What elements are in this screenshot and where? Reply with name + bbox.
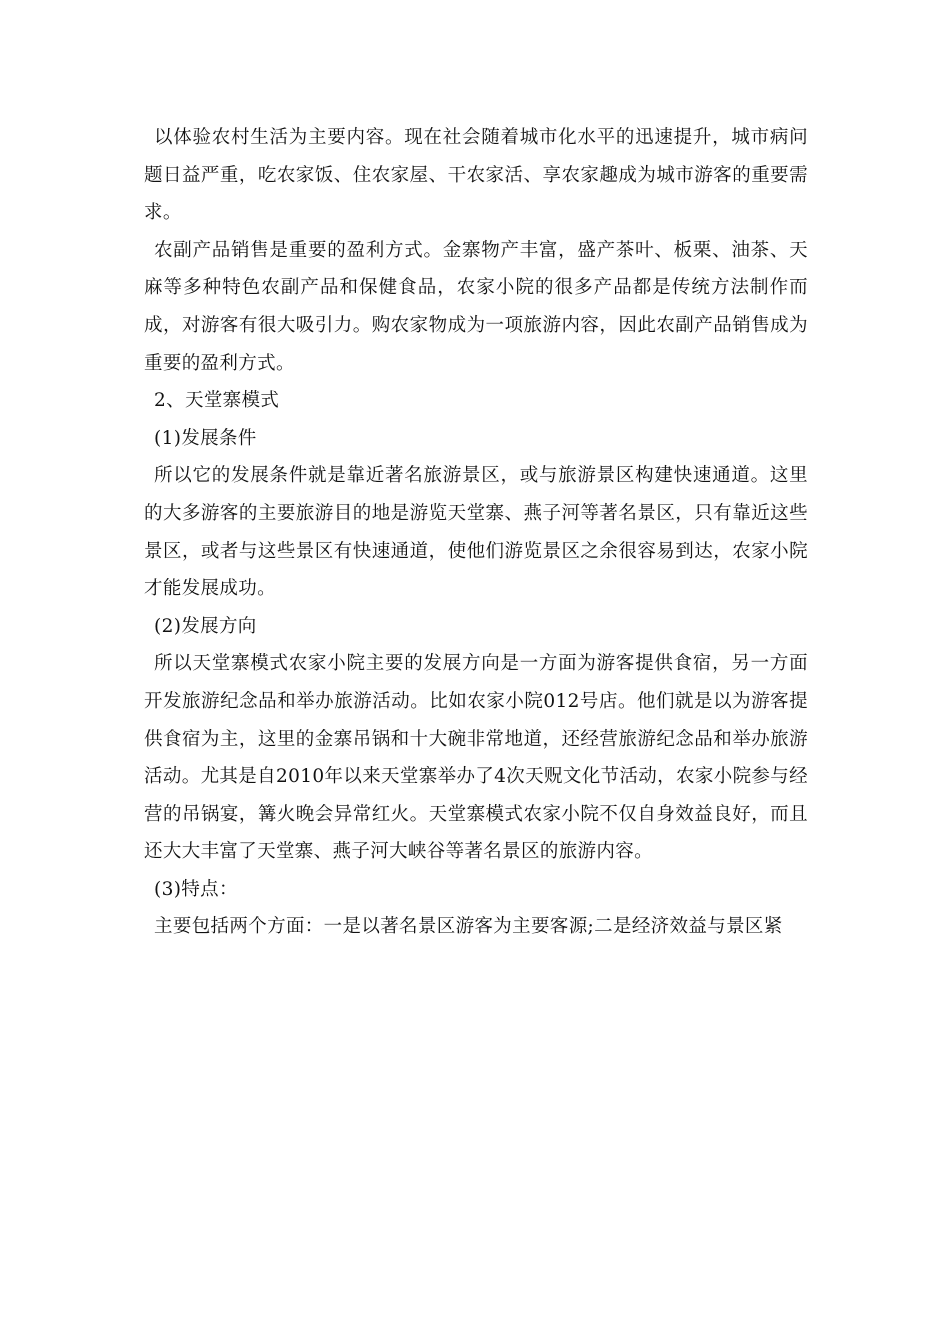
subheading-conditions: (1)发展条件 (154, 427, 257, 449)
subheading-features: (3)特点： (154, 878, 238, 900)
paragraph-farm-products: 农副产品销售是重要的盈利方式。金寨物产丰富，盛产茶叶、板栗、油茶、天麻等多种特色农副产品和保健食品，农家小院的很多产品都是传统方法制作而成，对游客有很大吸引力。购农家物成为一项旅游内容，因此农副产品销售成为重要的盈利方式。 (144, 239, 808, 374)
document-body (144, 119, 808, 946)
paragraph-conditions: 所以它的发展条件就是靠近著名旅游景区，或与旅游景区构建快速通道。这里的大多游客的主要旅游目的地是游览天堂寨、燕子河等著名景区，只有靠近这些景区，或者与这些景区有快速通道，使他们游览景区之余很容易到达，农家小院才能发展成功。 (144, 465, 808, 600)
paragraph-features: 主要包括两个方面：一是以著名景区游客为主要客源;二是经济效益与景区紧 (154, 916, 783, 938)
paragraph-direction: 所以天堂寨模式农家小院主要的发展方向是一方面为游客提供食宿，另一方面开发旅游纪念品和举办旅游活动。比如农家小院012号店。他们就是以为游客提供食宿为主，这里的金寨吊锅和十大碗非常地道，还经营旅游纪念品和举办旅游活动。尤其是自2010年以来天堂寨举办了4次天贶文化节活动，农家小院参与经营的吊锅宴，篝火晚会异常红火。天堂寨模式农家小院不仅自身效益良好，而且还大大丰富了天堂寨、燕子河大峡谷等著名景区的旅游内容。 (144, 653, 808, 863)
paragraph-rural-life: 以体验农村生活为主要内容。现在社会随着城市化水平的迅速提升，城市病问题日益严重，吃农家饭、住农家屋、干农家活、享农家趣成为城市游客的重要需求。 (144, 127, 808, 224)
subheading-direction: (2)发展方向 (154, 615, 257, 637)
section-heading-tiantangzhai: 2、天堂寨模式 (154, 390, 280, 412)
